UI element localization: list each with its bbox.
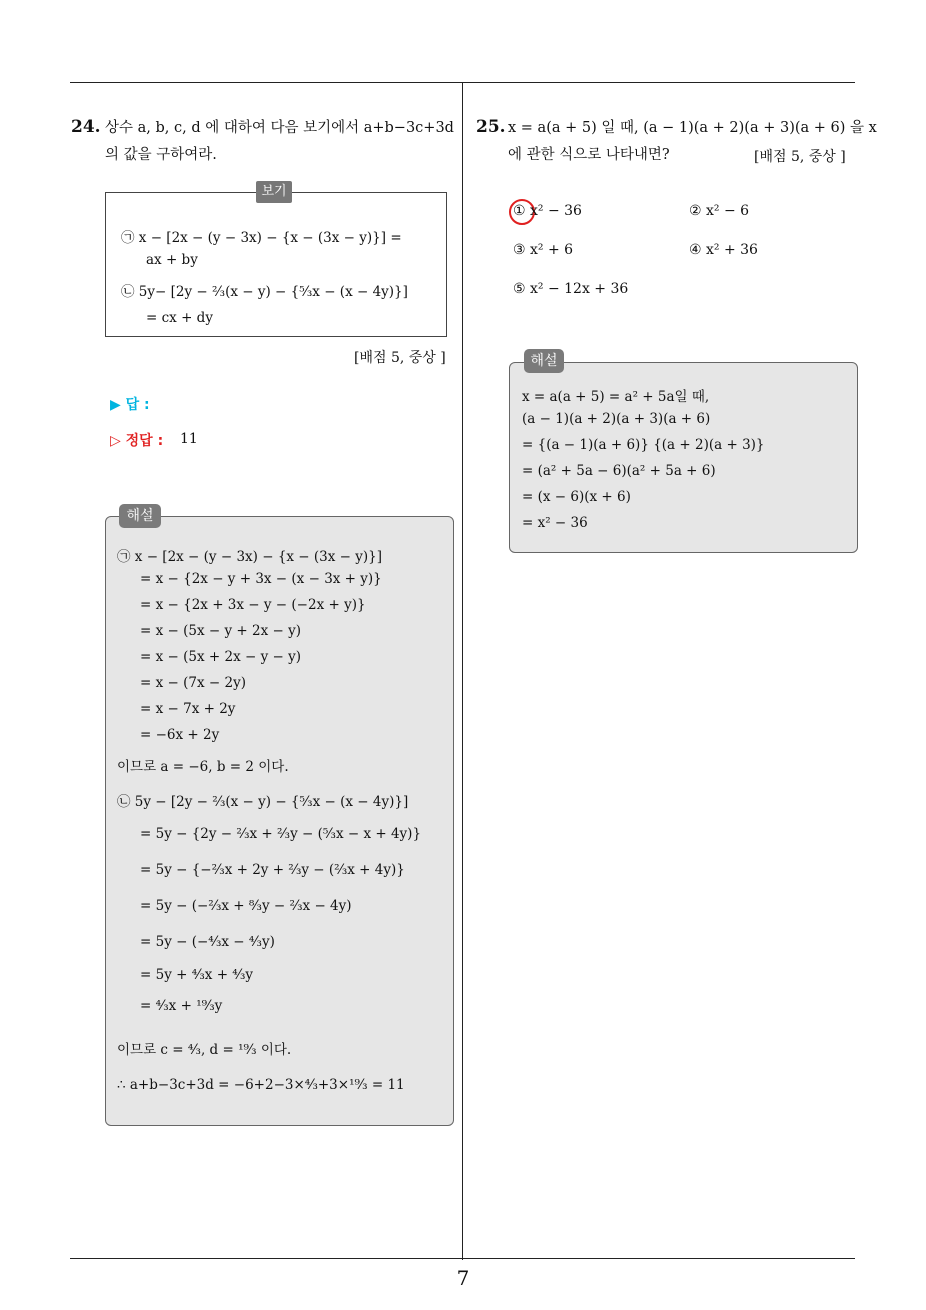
correct-answer-label: ▷ 정답 : (110, 433, 164, 449)
explanation-line: = −6x + 2y (140, 727, 220, 743)
question-24-score: [배점 5, 중상 ] (354, 350, 446, 366)
explanation-line: = x − (5x − y + 2x − y) (140, 623, 301, 639)
bogi-line: = cx + dy (146, 310, 213, 326)
explanation-line: = x − {2x − y + 3x − (x − 3x + y)} (140, 571, 382, 587)
question-25-text-line2: 에 관한 식으로 나타내면? (508, 147, 670, 163)
bogi-line: ㉡ 5y− [2y − ²⁄₃(x − y) − {⁵⁄₃x − (x − 4y)}] (121, 284, 408, 300)
explanation-line: = (x − 6)(x + 6) (522, 489, 631, 505)
explanation-line: = 5y − (−²⁄₃x + ⁸⁄₃y − ²⁄₃x − 4y) (140, 898, 352, 914)
question-25-number: 25. (476, 117, 506, 137)
column-divider (462, 83, 463, 1260)
answer-label: ▶ 답 : (110, 397, 150, 413)
question-24-number: 24. (71, 117, 101, 137)
explanation-label-24: 해설 (119, 504, 161, 528)
bogi-label: 보기 (256, 181, 292, 203)
explanation-line: 이므로 a = −6, b = 2 이다. (117, 759, 289, 775)
explanation-line: = x² − 36 (522, 515, 588, 531)
explanation-line: = (a² + 5a − 6)(a² + 5a + 6) (522, 463, 716, 479)
question-24-text-line2: 의 값을 구하여라. (105, 147, 217, 163)
page-number: 7 (456, 1266, 470, 1290)
explanation-line: ∴ a+b−3c+3d = −6+2−3×⁴⁄₃+3×¹⁹⁄₃ = 11 (117, 1077, 405, 1093)
explanation-line: = x − (7x − 2y) (140, 675, 246, 691)
explanation-line: (a − 1)(a + 2)(a + 3)(a + 6) (522, 411, 711, 427)
explanation-line: = 5y + ⁴⁄₃x + ⁴⁄₃y (140, 967, 254, 983)
explanation-line: = 5y − {2y − ²⁄₃x + ²⁄₃y − (⁵⁄₃x − x + 4y)} (140, 826, 422, 842)
explanation-line: ㉠ x − [2x − (y − 3x) − {x − (3x − y)}] (117, 549, 383, 565)
question-25-score: [배점 5, 중상 ] (754, 149, 846, 165)
explanation-line: = x − 7x + 2y (140, 701, 236, 717)
choice-5[interactable]: ⑤ x² − 12x + 36 (513, 281, 629, 297)
explanation-line: = ⁴⁄₃x + ¹⁹⁄₃y (140, 998, 223, 1014)
question-25-text-line1: x = a(a + 5) 일 때, (a − 1)(a + 2)(a + 3)(a + 6) 을 x (508, 120, 877, 136)
explanation-line: x = a(a + 5) = a² + 5a일 때, (522, 389, 710, 405)
question-24-text-line1: 상수 a, b, c, d 에 대하여 다음 보기에서 a+b−3c+3d (105, 120, 454, 136)
explanation-line: = 5y − (−⁴⁄₃x − ⁴⁄₃y) (140, 934, 275, 950)
choice-4[interactable]: ④ x² + 36 (689, 242, 758, 258)
choice-1[interactable]: ① x² − 36 (513, 203, 582, 219)
explanation-line: 이므로 c = ⁴⁄₃, d = ¹⁹⁄₃ 이다. (117, 1042, 292, 1058)
explanation-label-25: 해설 (524, 349, 564, 373)
explanation-line: = 5y − {−²⁄₃x + 2y + ²⁄₃y − (²⁄₃x + 4y)} (140, 862, 405, 878)
choice-3[interactable]: ③ x² + 6 (513, 242, 574, 258)
explanation-line: = {(a − 1)(a + 6)} {(a + 2)(a + 3)} (522, 437, 765, 453)
choice-2[interactable]: ② x² − 6 (689, 203, 750, 219)
correct-answer-value: 11 (180, 431, 198, 447)
bogi-line: ㉠ x − [2x − (y − 3x) − {x − (3x − y)}] = (121, 230, 402, 246)
explanation-line: ㉡ 5y − [2y − ²⁄₃(x − y) − {⁵⁄₃x − (x − 4y)}] (117, 794, 409, 810)
explanation-line: = x − {2x + 3x − y − (−2x + y)} (140, 597, 366, 613)
explanation-line: = x − (5x + 2x − y − y) (140, 649, 301, 665)
bogi-line: ax + by (146, 252, 198, 268)
